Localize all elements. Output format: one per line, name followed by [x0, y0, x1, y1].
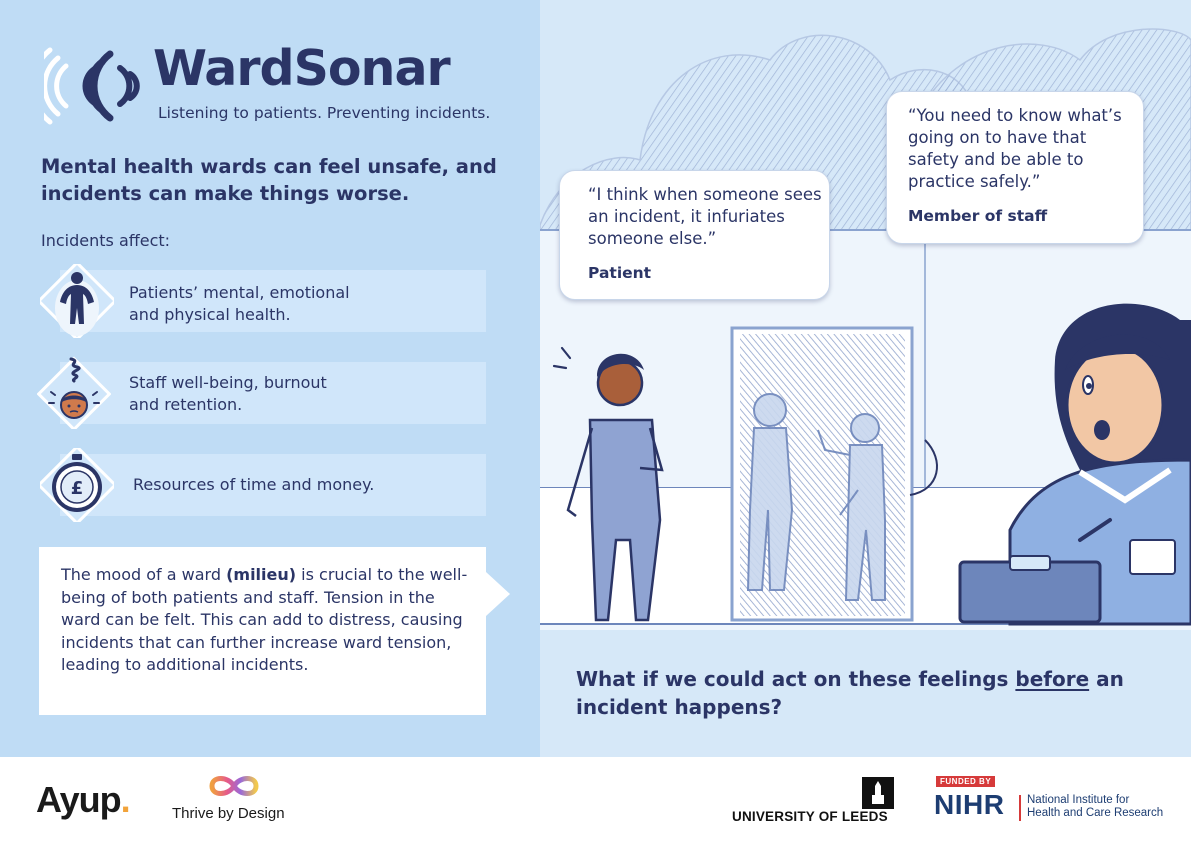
staff-quote-speaker: Member of staff [908, 207, 1048, 225]
nihr-wordmark: NIHR [934, 789, 1005, 820]
affect-line: and retention. [129, 395, 243, 414]
nihr-name-line: National Institute for [1027, 794, 1130, 806]
question-emphasis: before [1015, 667, 1090, 691]
university-tower-icon [862, 777, 894, 809]
affect-item-resources [60, 454, 486, 516]
milieu-info-box [39, 547, 486, 715]
ayup-dot: . [120, 779, 130, 820]
patient-quote-bubble [559, 170, 830, 300]
affect-item-text [129, 372, 327, 416]
affect-line: Resources of time and money. [133, 475, 375, 494]
sonar-waves-icon [44, 40, 144, 132]
brand-tagline: Listening to patients. Preventing incidents. [158, 104, 491, 122]
ayup-logo [36, 779, 130, 821]
affect-item-text [129, 282, 350, 326]
affect-item-patients [60, 270, 486, 332]
closing-question [576, 665, 1136, 721]
university-of-leeds-label: UNIVERSITY OF LEEDS [732, 809, 888, 824]
affects-heading: Incidents affect: [41, 231, 171, 250]
patient-quote-speaker: Patient [588, 264, 652, 282]
milieu-arrow [486, 572, 510, 616]
milieu-text-part: The mood of a ward [61, 565, 227, 584]
ayup-wordmark: Ayup [36, 779, 121, 820]
thrive-by-design-label: Thrive by Design [172, 805, 285, 822]
affect-item-staff [60, 362, 486, 424]
left-panel [0, 0, 540, 757]
person-icon [40, 264, 114, 338]
staff-quote-bubble [886, 91, 1144, 244]
milieu-term: (milieu) [226, 565, 297, 584]
nihr-full-name [1027, 794, 1177, 820]
affect-line: Patients’ mental, emotional [129, 283, 350, 302]
affect-item-text [133, 474, 374, 496]
nihr-name-line: Health and Care Research [1027, 807, 1164, 819]
milieu-text-part: is crucial to the well-being of both patients and staff. Tension in the ward can be felt. This can add to distress, causing incidents that can further increase ward tension, leading to additional incidents. [61, 565, 468, 674]
brand-title: WardSonar [153, 40, 450, 97]
partner-logos-footer [0, 757, 1191, 842]
svg-text:£: £ [70, 478, 84, 499]
affect-line: Staff well-being, burnout [129, 373, 327, 392]
question-part: What if we could act on these feelings [576, 667, 1016, 691]
stopwatch-pound-icon [40, 448, 114, 522]
stressed-staff-icon [37, 355, 111, 429]
funded-by-badge: FUNDED BY [936, 776, 995, 787]
page-headline: Mental health wards can feel unsafe, and incidents can make things worse. [41, 155, 497, 205]
affect-line: and physical health. [129, 305, 291, 324]
patient-quote: “I think when someone sees an incident, it infuriates someone else.” [588, 185, 822, 248]
milieu-text [61, 564, 471, 677]
question-part: an incident happens? [576, 667, 1124, 719]
staff-quote: “You need to know what’s going on to have that safety and be able to practice safely.” [908, 106, 1122, 191]
illustration-panel [540, 0, 1191, 757]
nihr-divider [1019, 795, 1021, 821]
infinity-loop-icon [206, 770, 262, 802]
